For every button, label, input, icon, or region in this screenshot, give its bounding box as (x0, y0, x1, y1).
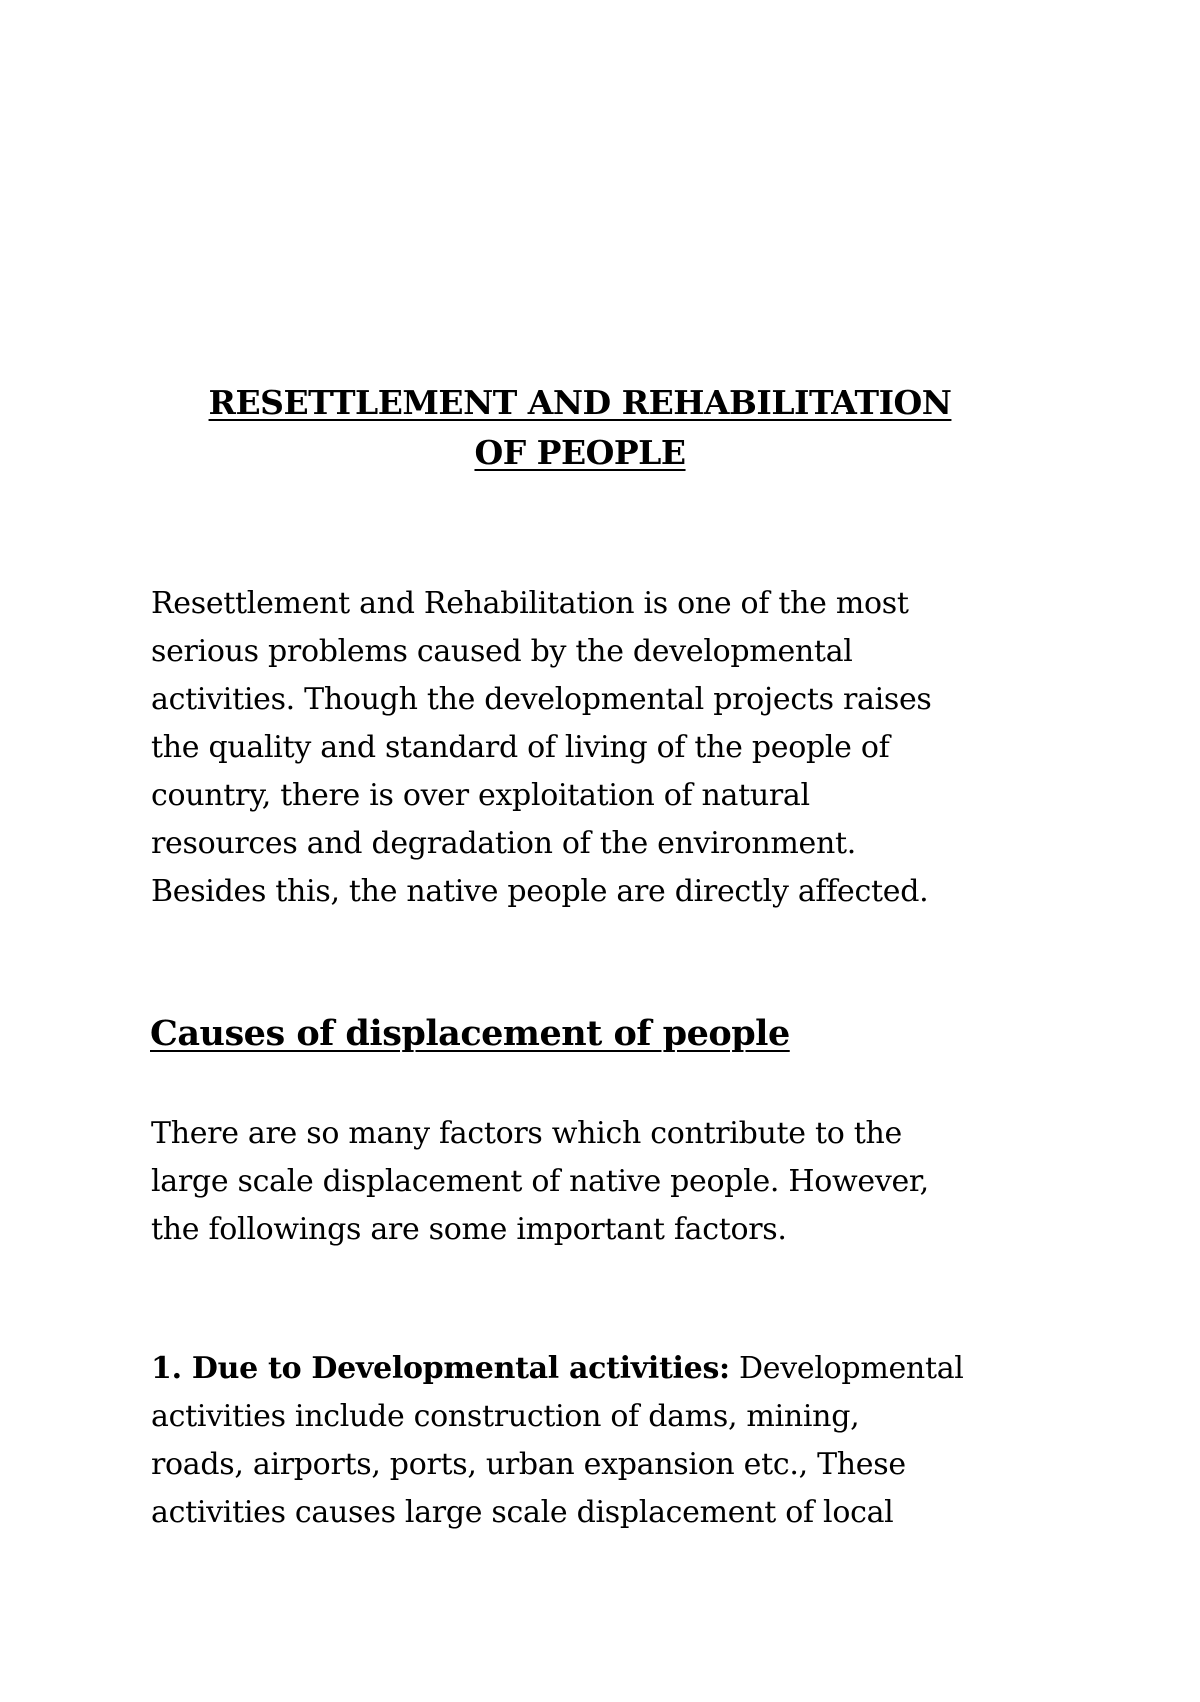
paragraph-line: the quality and standard of living of the people of (151, 730, 890, 765)
paragraph-line: activities. Though the developmental projects raises (151, 682, 932, 717)
point-1-first-text: Developmental (729, 1351, 964, 1386)
paragraph-line: large scale displacement of native people. However, (151, 1164, 929, 1199)
title-line: OF PEOPLE (474, 433, 686, 472)
intro-paragraph (151, 580, 1011, 916)
paragraph-line: Resettlement and Rehabilitation is one of the most (151, 586, 909, 621)
title-line: RESETTLEMENT AND REHABILITATION (208, 383, 952, 422)
paragraph-line: There are so many factors which contribute to the (151, 1116, 902, 1151)
paragraph-line: resources and degradation of the environment. (151, 826, 857, 861)
factors-paragraph (151, 1110, 1011, 1254)
point-1-paragraph (151, 1345, 1011, 1537)
section-heading: Causes of displacement of people (150, 1013, 790, 1054)
paragraph-line: Besides this, the native people are directly affected. (151, 874, 929, 909)
paragraph-line: activities include construction of dams, mining, (151, 1399, 860, 1434)
document-title (150, 378, 1010, 478)
point-1-first-line (151, 1345, 1011, 1393)
paragraph-line: roads, airports, ports, urban expansion etc., These (151, 1447, 906, 1482)
point-1-label: 1. Due to Developmental activities: (151, 1351, 730, 1386)
paragraph-line: the followings are some important factors. (151, 1212, 787, 1247)
paragraph-line: activities causes large scale displacement of local (151, 1495, 894, 1530)
paragraph-line: serious problems caused by the developmental (151, 634, 853, 669)
paragraph-line: country, there is over exploitation of natural (151, 778, 810, 813)
